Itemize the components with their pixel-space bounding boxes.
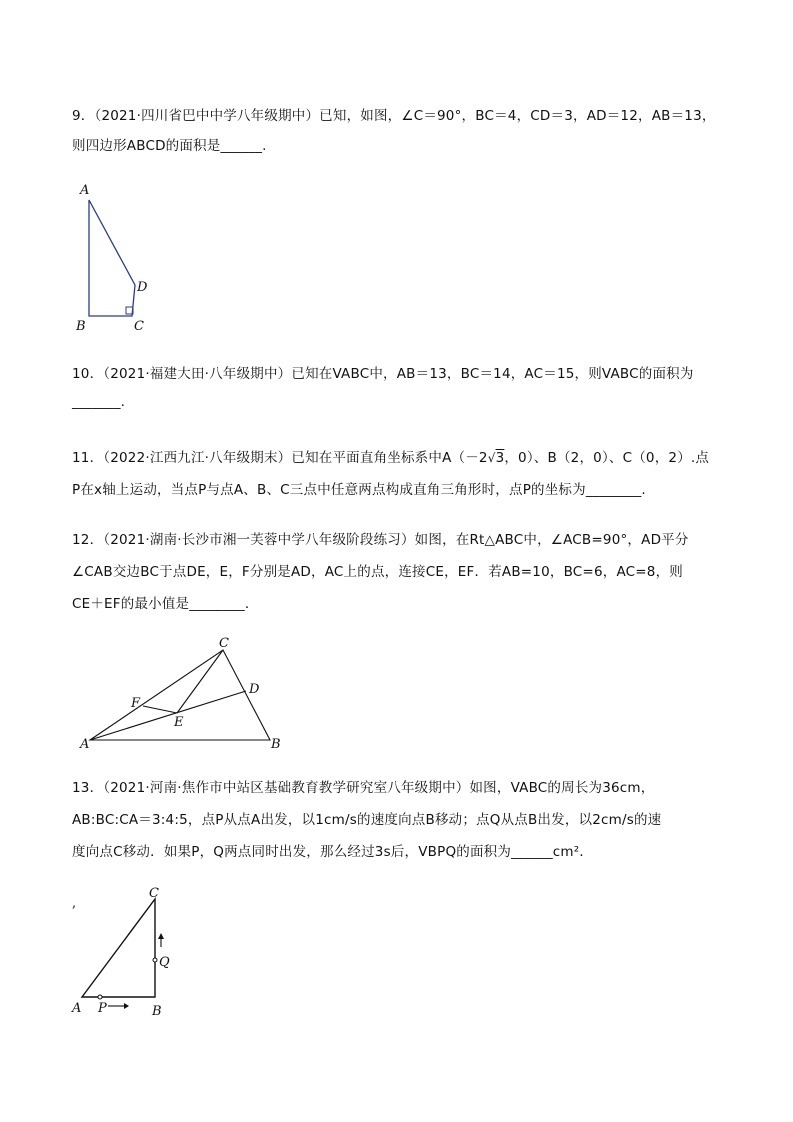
q11-radicand: 3 [495,450,505,466]
stray-mark: , [72,896,77,911]
label-q: Q [159,955,170,970]
label-c: C [219,636,229,651]
q12-line-3: CE＋EF的最小值是________． [72,596,259,612]
q12-figure [75,635,290,750]
q13-line-1: 13．（2021·河南·焦作市中站区基础教育教学研究室八年级期中）如图，VABC的周长为36cm， [72,780,655,796]
q12-line-2: ∠CAB交边BC于点DE，E，F分别是AD，AC上的点，连接CE，EF．若AB=10，BC=6，AC=8，则 [72,564,683,580]
q12-line-1: 12．（2021·湖南·长沙市湘一芙蓉中学八年级阶段练习）如图，在Rt△ABC中，∠ACB=90°，AD平分 [72,532,689,548]
q9-line-2: 则四边形ABCD的面积是______. [72,138,267,154]
q11-line-1 [72,446,709,466]
q9-line-1: 9．（2021·四川省巴中中学八年级期中）已知，如图，∠C＝90°，BC＝4，CD＝3，AD＝12，AB＝13， [72,108,716,124]
q13-line-2: AB:BC:CA＝3:4:5，点P从点A出发，以1cm/s的速度向点B移动；点Q从点B出发，以2cm/s的速 [72,812,662,828]
q13-line-3: 度向点C移动．如果P，Q两点同时出发，那么经过3s后，VBPQ的面积为______cm²． [72,844,594,860]
label-b: B [152,1004,162,1019]
q10-line-2: _______. [72,394,126,410]
label-d: D [137,280,148,295]
point-p [98,995,102,999]
point-q [153,958,157,962]
q11-line-2: P在x轴上运动，当点P与点A、B、C三点中任意两点构成直角三角形时，点P的坐标为________. [72,482,646,498]
q9-figure [60,175,170,335]
sqrt-sign: √ [487,451,496,465]
label-b: B [76,319,86,334]
q11-text-b: ，0）、B（2，0）、C（0，2）.点 [504,450,710,466]
label-d: D [249,682,260,697]
label-a: A [80,737,90,750]
q13-figure [60,885,190,1025]
label-a: A [80,183,90,198]
q10-line-1: 10．（2021·福建大田·八年级期中）已知在VABC中，AB＝13，BC＝14，AC＝15，则VABC的面积为 [72,366,694,382]
arrow-q-head [158,933,164,939]
triangle-abc [82,899,155,997]
label-b: B [271,737,281,750]
q11-text-a: 11．（2022·江西九江·八年级期末）已知在平面直角坐标系中A（－2 [72,450,488,466]
label-c: C [134,319,144,334]
quadrilateral-abcd [89,200,135,316]
label-p: P [98,1001,107,1016]
label-f: F [131,696,141,711]
arrow-p-head [124,1003,129,1009]
label-a: A [72,1001,82,1016]
label-c: C [149,886,159,901]
label-e: E [174,715,184,730]
segment-ad [90,691,246,740]
segment-ce [177,650,223,713]
segment-fe [143,706,177,713]
